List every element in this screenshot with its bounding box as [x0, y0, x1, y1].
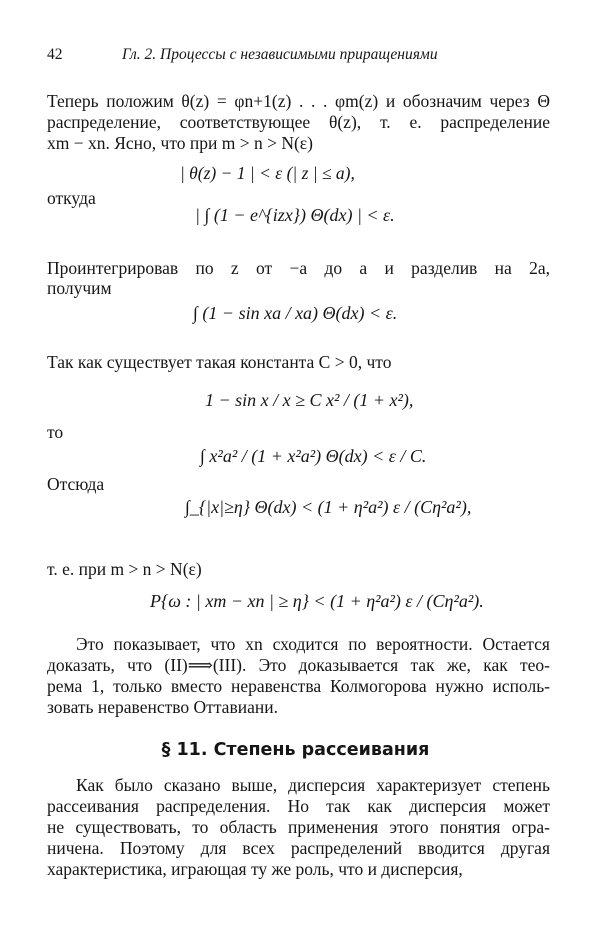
formula-probability: P{ω : | xm − xn | ≥ η} < (1 + η²a²) ε / (Cη²a²). [150, 591, 484, 611]
text-line: не существовать, то область применения этого понятия огра- [47, 817, 550, 837]
formula-sin-inequality: 1 − sin x / x ≥ C x² / (1 + x²), [205, 390, 414, 410]
text-line: рассеивания распределения. Но так как дисперсия может [47, 796, 550, 816]
text-line: Проинтегрировав по z от −a до a и разделив на 2a, [47, 258, 550, 278]
text-line: Теперь положим θ(z) = φn+1(z) . . . φm(z) и обозначим через Θ [47, 91, 550, 111]
formula-sin-integral: ∫ (1 − sin xa / xa) Θ(dx) < ε. [193, 303, 398, 323]
text-line: Как было сказано выше, дисперсия характеризует степень [76, 775, 550, 795]
text-line: Отсюда [47, 474, 105, 494]
text-line: Так как существует такая константа C > 0, что [47, 352, 392, 372]
text-line: Это показывает, что xn сходится по вероятности. Остается [76, 634, 550, 654]
text-line: ничена. Поэтому для всех распределений вводится другая [47, 838, 550, 858]
text-line: откуда [47, 188, 96, 208]
formula-theta-bound: | θ(z) − 1 | < ε (| z | ≤ a), [180, 163, 355, 183]
text-line: доказать, что (II)⟹(III). Это доказывается так же, как тео- [47, 655, 550, 675]
text-line: получим [47, 278, 112, 298]
page-number: 42 [47, 46, 63, 63]
formula-integral-c: ∫ x²a² / (1 + x²a²) Θ(dx) < ε / C. [200, 446, 427, 466]
text-line: зовать неравенство Оттавиани. [47, 697, 278, 717]
text-line: т. е. при m > n > N(ε) [47, 559, 202, 579]
formula-tail-integral: ∫_{|x|≥η} Θ(dx) < (1 + η²a²) ε / (Cη²a²), [185, 497, 472, 517]
text-line: рема 1, только вместо неравенства Колмогорова нужно исполь- [47, 676, 550, 696]
section-heading: § 11. Степень рассеивания [161, 740, 430, 760]
text-line: характеристика, играющая ту же роль, что и дисперсия, [47, 859, 463, 879]
text-line: распределение, соответствующее θ(z), т. е. распределение [47, 112, 550, 132]
formula-integral-abs: | ∫ (1 − e^{izx}) Θ(dx) | < ε. [195, 205, 395, 225]
running-title: Гл. 2. Процессы с независимыми приращениями [122, 46, 438, 63]
text-line: xm − xn. Ясно, что при m > n > N(ε) [47, 133, 313, 153]
text-line: то [47, 422, 64, 442]
